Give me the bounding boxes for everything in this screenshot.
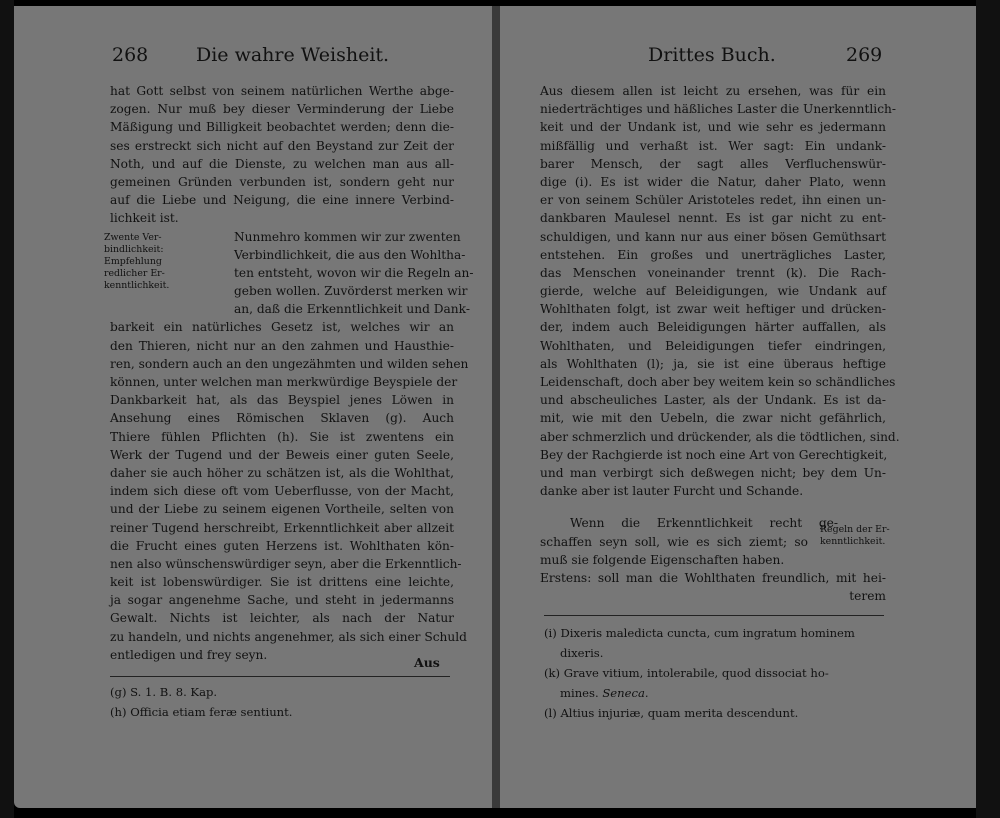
text-line: mißfällig und verhaßt ist. Wer sagt: Ein undank-	[540, 138, 886, 153]
text-line: keit ist lobenswürdiger. Sie ist drittens eine leichte,	[110, 575, 454, 590]
text-line: terem	[849, 589, 886, 604]
footnote: (i) Dixeris maledicta cuncta, cum ingratum hominem	[544, 626, 855, 640]
margin-note	[104, 232, 169, 292]
text-line: Werk der Tugend und der Beweis einer guten Seele,	[110, 447, 454, 462]
margin-note-line: Zwente Ver-	[104, 232, 162, 243]
margin-note-line: Empfehlung	[104, 256, 162, 267]
text-line: barer Mensch, der sagt alles Verfluchenswür-	[540, 156, 886, 171]
text-line: Aus diesem allen ist leicht zu ersehen, was für ein	[540, 84, 886, 98]
footnote-attribution: Seneca.	[602, 686, 649, 700]
page-number: 268	[112, 44, 149, 66]
text-line: den Thieren, nicht nur an den zahmen und Hausthie-	[110, 338, 454, 353]
text-line: auf die Liebe und Neigung, die eine innere Verbind-	[110, 193, 454, 208]
text-line: mit, wie mit den Uebeln, die zwar nicht gefährlich,	[540, 411, 886, 426]
margin-note-line: kenntlichkeit.	[104, 280, 170, 291]
text-line: keit und der Undank ist, und wie sehr es jedermann	[540, 120, 886, 135]
book-gutter	[492, 6, 500, 808]
text-line: und abscheuliches Laster, als der Undank. Es ist da-	[540, 393, 886, 408]
catchword: Aus	[414, 655, 440, 670]
text-line: entstehen. Ein großes und unerträgliches Laster,	[540, 247, 886, 262]
left-shadow	[0, 0, 14, 818]
margin-note	[820, 524, 890, 548]
left-page	[14, 6, 492, 808]
text-line: niederträchtiges und häßliches Laster die Unerkenntlich-	[540, 102, 896, 117]
text-line: nen also wünschenswürdiger seyn, aber die Erkenntlich-	[110, 556, 462, 571]
margin-note-line: redlicher Er-	[104, 268, 165, 279]
text-line: muß sie folgende Eigenschaften haben.	[540, 552, 785, 567]
text-line: ja sogar angenehme Sache, und steht in jedermanns	[110, 593, 454, 608]
running-title: Die wahre Weisheit.	[196, 44, 390, 66]
text-line: und man verbirgt sich deßwegen nicht; bey dem Un-	[540, 465, 886, 480]
running-title: Drittes Buch.	[648, 44, 776, 66]
text-line: er von seinem Schüler Aristoteles redet, ihn einen un-	[540, 193, 886, 208]
margin-note-line: kenntlichkeit.	[820, 536, 886, 547]
margin-note-line: bindlichkeit:	[104, 244, 164, 255]
left-header	[14, 44, 492, 74]
footnote	[544, 683, 894, 703]
footnote-rule	[544, 615, 884, 616]
footnote-text: mines.	[560, 686, 599, 700]
text-line: indem sich diese oft vom Ueberflusse, von der Macht,	[110, 484, 454, 499]
text-line: ren, sondern auch an den ungezähmten und wilden sehen	[110, 356, 469, 371]
text-line: Dankbarkeit hat, als das Beyspiel jenes Löwen in	[110, 393, 454, 408]
left-footnotes	[110, 682, 292, 722]
text-line: schuldigen, und kann nur aus einer bösen Gemüthsart	[540, 229, 886, 244]
text-line: dankbaren Maulesel nennt. Es ist gar nicht zu ent-	[540, 211, 886, 226]
text-line: Verbindlichkeit, die aus den Wohltha-	[234, 247, 466, 262]
footnote: dixeris.	[560, 646, 604, 660]
text-line: der, indem auch Beleidigungen härter auffallen, als	[540, 320, 886, 335]
text-line: aber schmerzlich und drückender, als die tödtlichen, sind.	[540, 429, 900, 444]
footnote-rule	[110, 676, 450, 677]
text-line: Thiere fühlen Pflichten (h). Sie ist zwentens ein	[110, 429, 454, 444]
margin-note-line: Regeln der Er-	[820, 524, 890, 535]
text-line: ses erstreckt sich nicht auf den Beystand zur Zeit der	[110, 138, 454, 153]
text-line: daher sie auch höher zu schätzen ist, als die Wohlthat,	[110, 465, 454, 480]
text-line: Erstens: soll man die Wohlthaten freundlich, mit hei-	[540, 570, 886, 585]
text-line: zu handeln, und nichts angenehmer, als sich einer Schuld	[110, 629, 467, 644]
text-line: geben wollen. Zuvörderst merken wir	[234, 284, 468, 299]
text-line: können, unter welchen man merkwürdige Beyspiele der	[110, 375, 458, 389]
footnote: (g) S. 1. B. 8. Kap.	[110, 685, 218, 699]
text-line: reiner Tugend herschreibt, Erkenntlichkeit aber allzeit	[110, 520, 454, 535]
text-line: hat Gott selbst von seinem natürlichen Werthe abge-	[110, 84, 454, 98]
text-line: lichkeit ist.	[110, 211, 179, 226]
text-line: Nunmehro kommen wir zur zwenten	[234, 229, 461, 244]
page-number: 269	[846, 44, 883, 66]
footnote: (l) Altius injuriæ, quam merita descendunt.	[544, 706, 799, 720]
text-line: gierde, welche auf Beleidigungen, wie Undank auf	[540, 284, 886, 299]
right-page	[500, 6, 976, 808]
text-line: Leidenschaft, doch aber bey weitem kein so schändliches	[540, 375, 896, 389]
right-footnotes	[544, 623, 894, 723]
text-line: und der Liebe zu seinem eigenen Vortheile, selten von	[110, 502, 454, 517]
text-line: Wenn die Erkenntlichkeit recht ge-	[570, 516, 838, 531]
footnote: (k) Grave vitium, intolerabile, quod dissociat ho-	[544, 666, 829, 680]
text-line: das Menschen voneinander trennt (k). Die Rach-	[540, 265, 886, 280]
text-line: als Wohlthaten (l); ja, sie ist eine überaus heftige	[540, 356, 886, 371]
text-line: an, daß die Erkenntlichkeit und Dank-	[234, 302, 470, 317]
right-header	[500, 44, 976, 74]
text-line: gemeinen Gründen verbunden ist, sondern geht nur	[110, 174, 454, 189]
text-line: barkeit ein natürliches Gesetz ist, welches wir an	[110, 320, 454, 335]
text-line: Gewalt. Nichts ist leichter, als nach der Natur	[110, 611, 454, 626]
left-body-text	[110, 82, 474, 664]
text-line: Bey der Rachgierde ist noch eine Art von Gerechtigkeit,	[540, 447, 888, 462]
text-line: schaffen seyn soll, wie es sich ziemt; so	[540, 534, 808, 549]
text-line: entledigen und frey seyn.	[110, 647, 268, 662]
text-line: Noth, und auf die Dienste, zu welchen man aus all-	[110, 156, 454, 171]
text-line: danke aber ist lauter Furcht und Schande.	[540, 484, 804, 499]
text-line: die Frucht eines guten Herzens ist. Wohlthaten kön-	[110, 538, 454, 553]
text-line: Mäßigung und Billigkeit beobachtet werden; denn die-	[110, 120, 454, 135]
text-line: Wohlthaten folgt, ist zwar weit heftiger und drücken-	[540, 302, 886, 317]
text-line: Wohlthaten, und Beleidigungen tiefer eindringen,	[540, 338, 886, 353]
text-line: Ansehung eines Römischen Sklaven (g). Auch	[110, 411, 454, 426]
text-line: zogen. Nur muß bey dieser Verminderung der Liebe	[110, 102, 454, 117]
footnote: (h) Officia etiam feræ sentiunt.	[110, 705, 293, 719]
text-line: dige (i). Es ist wider die Natur, daher Plato, wenn	[540, 174, 886, 189]
right-page-edge	[976, 0, 1000, 818]
text-line: ten entsteht, wovon wir die Regeln an-	[234, 265, 474, 280]
